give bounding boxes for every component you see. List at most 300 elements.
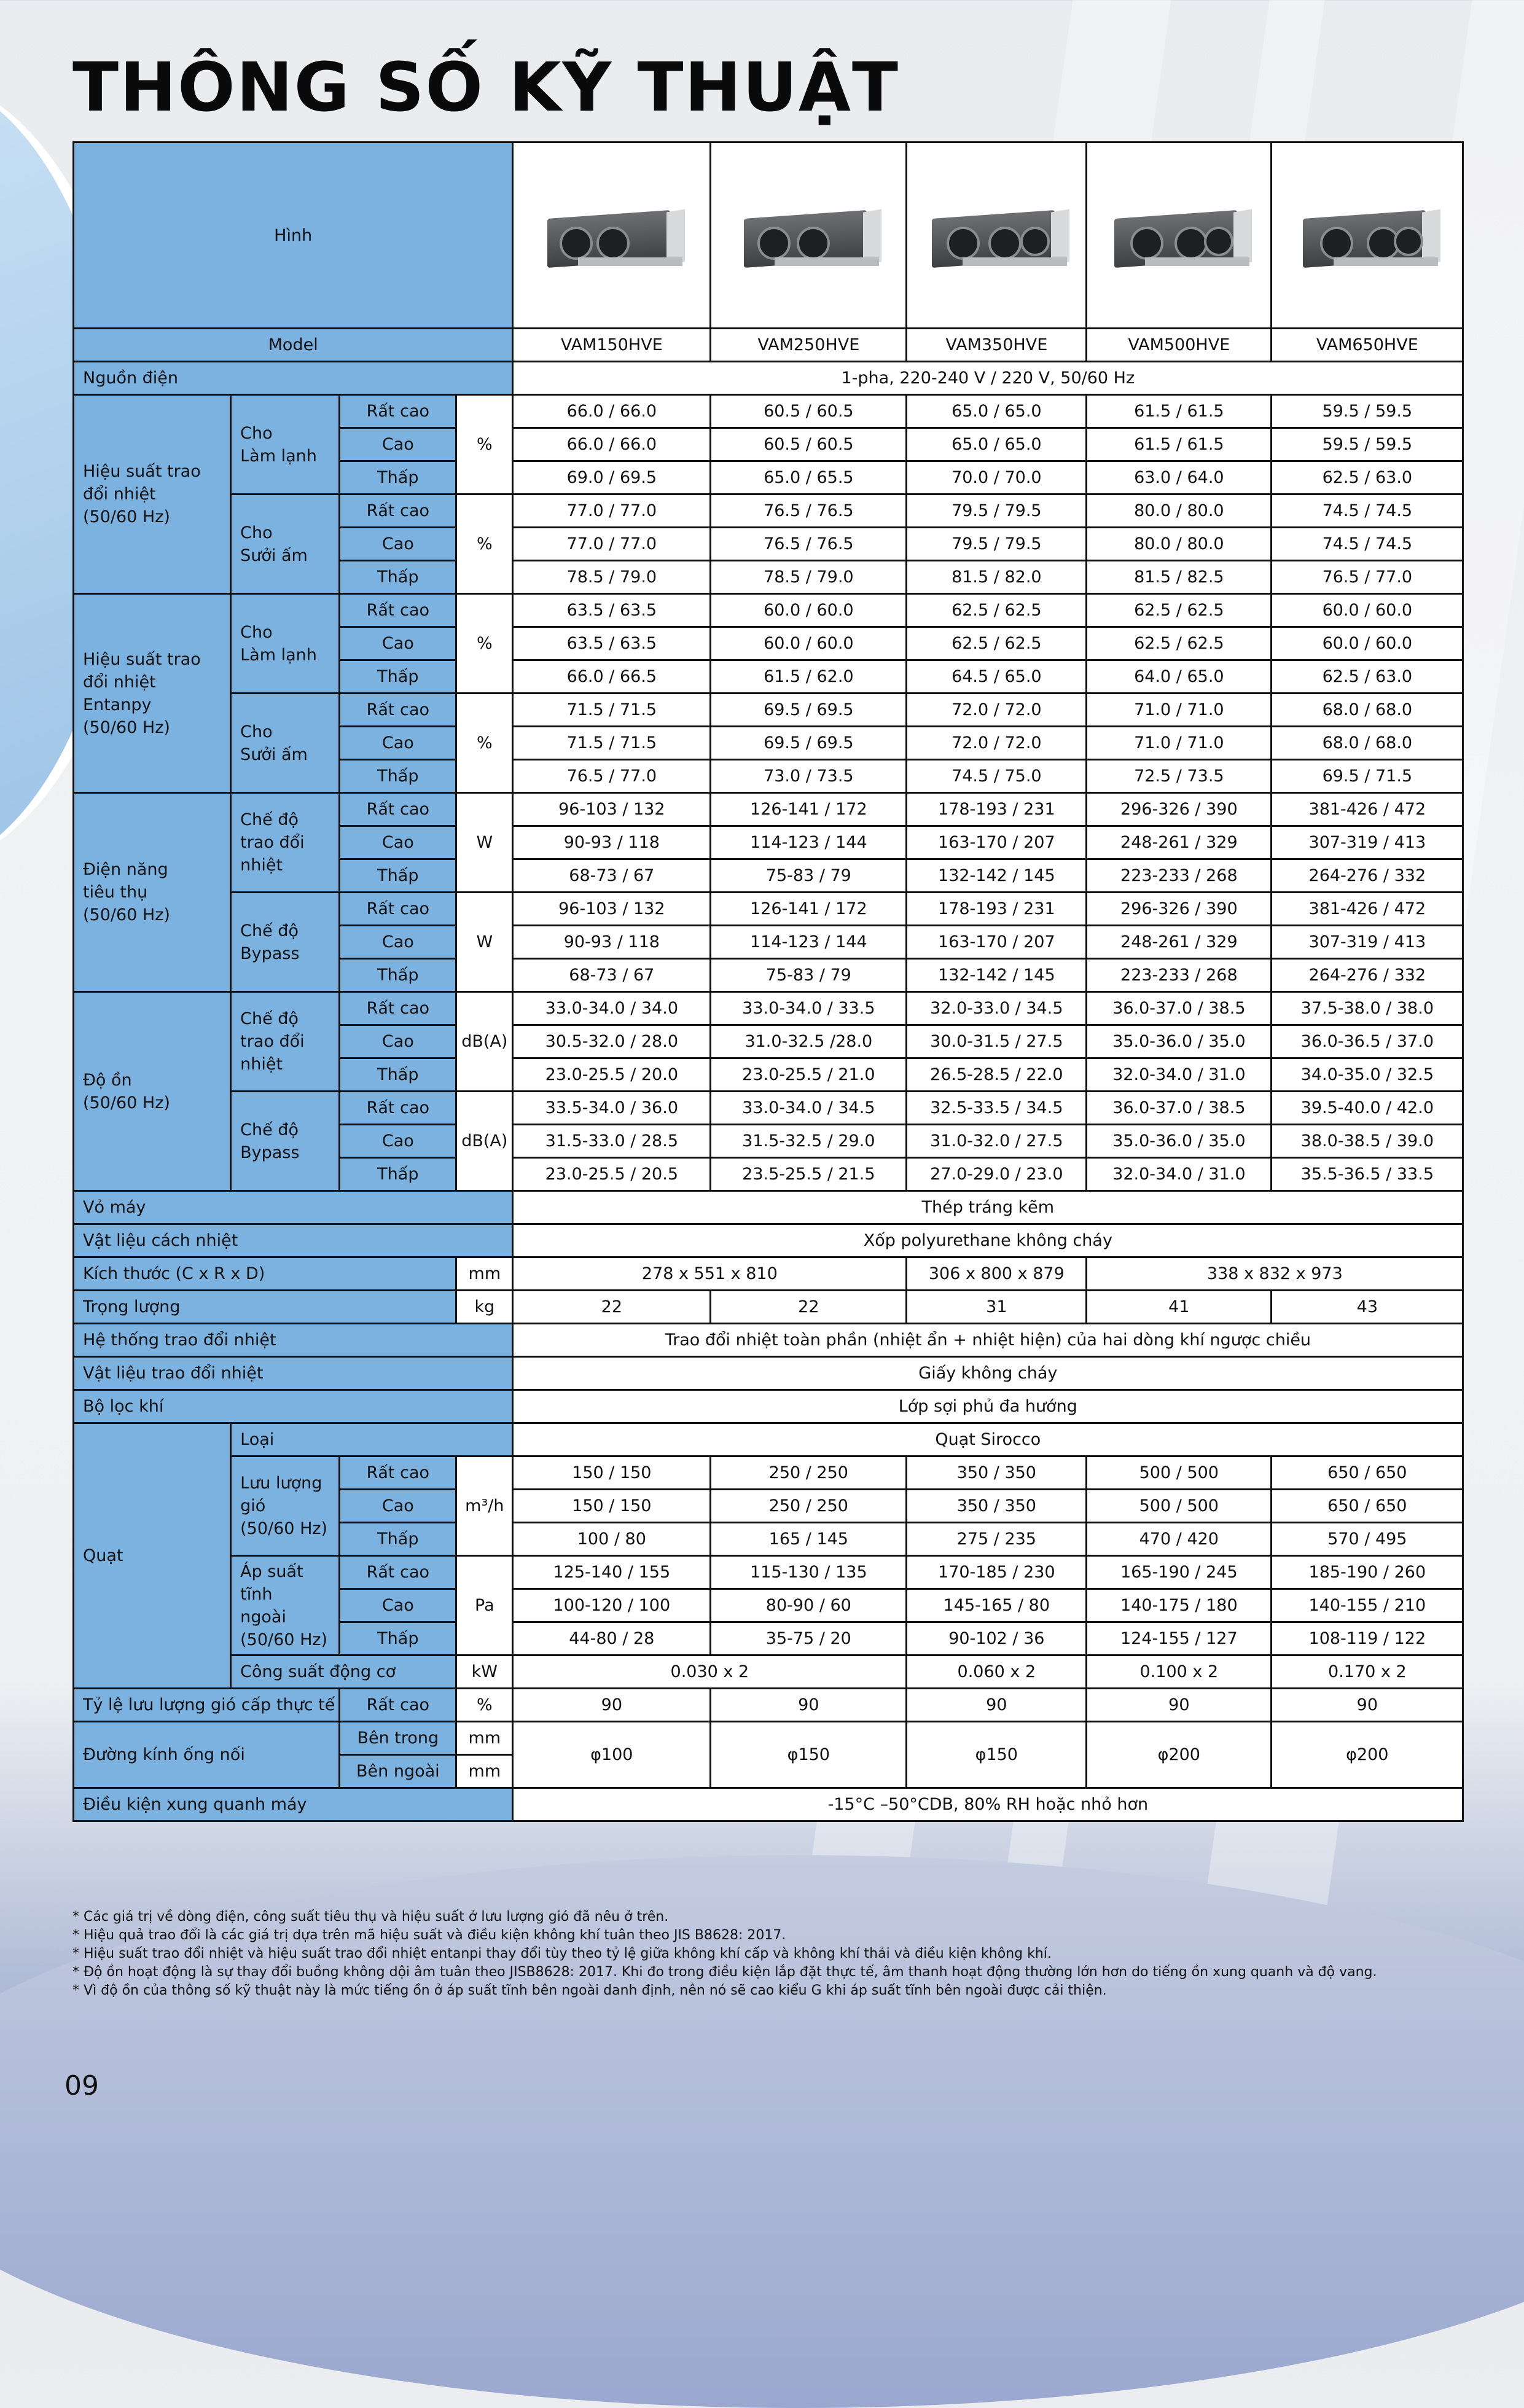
level-label: Cao <box>340 428 456 461</box>
value-cell: 62.5 / 62.5 <box>1087 627 1272 660</box>
level-label: Cao <box>340 926 456 959</box>
row-label: Loại <box>231 1423 513 1456</box>
value-cell: 71.0 / 71.0 <box>1087 694 1272 727</box>
level-label: Cao <box>340 1589 456 1622</box>
value-cell: 64.5 / 65.0 <box>907 660 1087 694</box>
value-cell: 60.5 / 60.5 <box>711 395 907 428</box>
value-cell: 33.0-34.0 / 34.5 <box>711 1092 907 1125</box>
value-cell: 90 <box>711 1689 907 1722</box>
value-cell: 250 / 250 <box>711 1490 907 1523</box>
value-cell: 35-75 / 20 <box>711 1622 907 1656</box>
value-cell: 165 / 145 <box>711 1523 907 1556</box>
row-label: Vật liệu trao đổi nhiệt <box>74 1357 513 1390</box>
value-cell: Xốp polyurethane không cháy <box>513 1224 1463 1257</box>
value-cell: 74.5 / 74.5 <box>1272 528 1463 561</box>
level-label: Cao <box>340 1125 456 1158</box>
value-cell: 23.0-25.5 / 20.0 <box>513 1058 711 1092</box>
value-cell: 69.5 / 69.5 <box>711 694 907 727</box>
row-label: Trọng lượng <box>74 1291 456 1324</box>
value-cell: 72.0 / 72.0 <box>907 727 1087 760</box>
footnote: * Vì độ ồn của thông số kỹ thuật này là mức tiếng ồn ở áp suất tĩnh bên ngoài danh định, nên nó sẽ cao kiểu G khi áp suất tĩnh bên ngoài được cải thiện. <box>72 1983 1107 1998</box>
row-label: Công suất động cơ <box>231 1656 456 1689</box>
value-cell: 60.0 / 60.0 <box>1272 594 1463 627</box>
value-cell: 27.0-29.0 / 23.0 <box>907 1158 1087 1191</box>
value-cell: 69.5 / 69.5 <box>711 727 907 760</box>
value-cell: 65.0 / 65.0 <box>907 395 1087 428</box>
level-label: Bên ngoài <box>340 1755 456 1788</box>
value-cell: 64.0 / 65.0 <box>1087 660 1272 694</box>
value-cell: 165-190 / 245 <box>1087 1556 1272 1589</box>
unit-cell: mm <box>456 1257 513 1291</box>
value-cell: 68.0 / 68.0 <box>1272 727 1463 760</box>
level-label: Thấp <box>340 1622 456 1656</box>
value-cell: 66.0 / 66.0 <box>513 428 711 461</box>
footnote: * Các giá trị về dòng điện, công suất tiêu thụ và hiệu suất ở lưu lượng gió đã nêu ở trên. <box>72 1909 669 1925</box>
value-cell: 185-190 / 260 <box>1272 1556 1463 1589</box>
value-cell: 68-73 / 67 <box>513 859 711 893</box>
group-label: Chế độ trao đổi nhiệt <box>231 992 340 1092</box>
value-cell: 170-185 / 230 <box>907 1556 1087 1589</box>
value-cell: 60.0 / 60.0 <box>711 627 907 660</box>
value-cell: 145-165 / 80 <box>907 1589 1087 1622</box>
value-cell: 33.0-34.0 / 33.5 <box>711 992 907 1025</box>
value-cell: 76.5 / 76.5 <box>711 495 907 528</box>
spec-table-body <box>74 143 1463 1821</box>
value-cell: VAM350HVE <box>907 329 1087 362</box>
value-cell: 126-141 / 172 <box>711 793 907 826</box>
row-label: Nguồn điện <box>74 362 513 395</box>
noise-level-row <box>74 992 1463 1025</box>
level-label: Rất cao <box>340 793 456 826</box>
weight-row <box>74 1291 1463 1324</box>
value-cell: 26.5-28.5 / 22.0 <box>907 1058 1087 1092</box>
value-cell: 73.0 / 73.5 <box>711 760 907 793</box>
value-cell: 22 <box>513 1291 711 1324</box>
level-label: Thấp <box>340 461 456 495</box>
value-cell: 31.0-32.5 /28.0 <box>711 1025 907 1058</box>
value-cell: 72.5 / 73.5 <box>1087 760 1272 793</box>
value-cell: 0.060 x 2 <box>907 1656 1087 1689</box>
value-cell: 30.5-32.0 / 28.0 <box>513 1025 711 1058</box>
value-cell: VAM650HVE <box>1272 329 1463 362</box>
value-cell: 70.0 / 70.0 <box>907 461 1087 495</box>
exchange-material-row <box>74 1357 1463 1390</box>
value-cell: 44-80 / 28 <box>513 1622 711 1656</box>
value-cell: 62.5 / 63.0 <box>1272 461 1463 495</box>
value-cell: 81.5 / 82.5 <box>1087 561 1272 594</box>
value-cell: 80.0 / 80.0 <box>1087 528 1272 561</box>
value-cell: 43 <box>1272 1291 1463 1324</box>
model-row <box>74 329 1463 362</box>
value-cell: 31.5-32.5 / 29.0 <box>711 1125 907 1158</box>
level-label: Thấp <box>340 760 456 793</box>
ventilation-unit-image <box>732 197 885 274</box>
value-cell: 63.0 / 64.0 <box>1087 461 1272 495</box>
value-cell: 223-233 / 268 <box>1087 859 1272 893</box>
group-label: Chế độ Bypass <box>231 1092 340 1191</box>
unit-cell: m³/h <box>456 1456 513 1556</box>
value-cell: 33.5-34.0 / 36.0 <box>513 1092 711 1125</box>
value-cell: 90 <box>1272 1689 1463 1722</box>
value-cell: Thép tráng kẽm <box>513 1191 1463 1224</box>
value-cell: 470 / 420 <box>1087 1523 1272 1556</box>
value-cell: 178-193 / 231 <box>907 893 1087 926</box>
model-label: Model <box>74 329 513 362</box>
unit-cell: mm <box>456 1755 513 1788</box>
value-cell: 650 / 650 <box>1272 1456 1463 1490</box>
value-cell: 59.5 / 59.5 <box>1272 428 1463 461</box>
group-label: Cho Làm lạnh <box>231 395 340 495</box>
image-row <box>74 143 1463 329</box>
value-cell: φ100 <box>513 1722 711 1788</box>
value-cell: 125-140 / 155 <box>513 1556 711 1589</box>
row-label: Hệ thống trao đổi nhiệt <box>74 1324 513 1357</box>
value-cell: 62.5 / 62.5 <box>907 594 1087 627</box>
value-cell: 79.5 / 79.5 <box>907 528 1087 561</box>
value-cell: 31 <box>907 1291 1087 1324</box>
row-label: Vật liệu cách nhiệt <box>74 1224 513 1257</box>
value-cell: 500 / 500 <box>1087 1456 1272 1490</box>
fan-motor-row <box>74 1656 1463 1689</box>
value-cell: 34.0-35.0 / 32.5 <box>1272 1058 1463 1092</box>
value-cell: 71.5 / 71.5 <box>513 694 711 727</box>
value-cell: 307-319 / 413 <box>1272 926 1463 959</box>
value-cell: 59.5 / 59.5 <box>1272 395 1463 428</box>
value-cell: 35.0-36.0 / 35.0 <box>1087 1025 1272 1058</box>
unit-cell: kW <box>456 1656 513 1689</box>
value-cell: Trao đổi nhiệt toàn phần (nhiệt ẩn + nhiệt hiện) của hai dòng khí ngược chiều <box>513 1324 1463 1357</box>
value-cell: 115-130 / 135 <box>711 1556 907 1589</box>
value-cell: φ200 <box>1087 1722 1272 1788</box>
value-cell: 1-pha, 220-240 V / 220 V, 50/60 Hz <box>513 362 1463 395</box>
value-cell: 307-319 / 413 <box>1272 826 1463 859</box>
value-cell: 296-326 / 390 <box>1087 893 1272 926</box>
value-cell: 163-170 / 207 <box>907 926 1087 959</box>
insulation-row <box>74 1224 1463 1257</box>
value-cell: 77.0 / 77.0 <box>513 495 711 528</box>
value-cell: 124-155 / 127 <box>1087 1622 1272 1656</box>
value-cell: 114-123 / 144 <box>711 826 907 859</box>
value-cell: 72.0 / 72.0 <box>907 694 1087 727</box>
level-label: Cao <box>340 528 456 561</box>
value-cell: 90-102 / 36 <box>907 1622 1087 1656</box>
value-cell: 178-193 / 231 <box>907 793 1087 826</box>
value-cell: 71.5 / 71.5 <box>513 727 711 760</box>
value-cell: 74.5 / 74.5 <box>1272 495 1463 528</box>
value-cell: 30.0-31.5 / 27.5 <box>907 1025 1087 1058</box>
value-cell: 35.0-36.0 / 35.0 <box>1087 1125 1272 1158</box>
value-cell: 65.0 / 65.0 <box>907 428 1087 461</box>
value-cell: Quạt Sirocco <box>513 1423 1463 1456</box>
value-cell: 60.5 / 60.5 <box>711 428 907 461</box>
ventilation-unit-image <box>535 197 689 274</box>
noise-level-label: Độ ồn (50/60 Hz) <box>74 992 231 1191</box>
value-cell: 90-93 / 118 <box>513 826 711 859</box>
enthalpy-efficiency-row <box>74 694 1463 727</box>
level-label: Rất cao <box>340 992 456 1025</box>
power-consumption-row <box>74 793 1463 826</box>
value-cell: 61.5 / 61.5 <box>1087 395 1272 428</box>
product-image-cell <box>1272 143 1463 329</box>
value-cell: 338 x 832 x 973 <box>1087 1257 1463 1291</box>
value-cell: 108-119 / 122 <box>1272 1622 1463 1656</box>
value-cell: 100-120 / 100 <box>513 1589 711 1622</box>
power-consumption-row <box>74 893 1463 926</box>
value-cell: 68.0 / 68.0 <box>1272 694 1463 727</box>
air-filter-row <box>74 1390 1463 1423</box>
value-cell: 296-326 / 390 <box>1087 793 1272 826</box>
level-label: Rất cao <box>340 395 456 428</box>
unit-cell: kg <box>456 1291 513 1324</box>
ventilation-unit-image <box>1291 197 1444 274</box>
value-cell: -15°C –50°CDB, 80% RH hoặc nhỏ hơn <box>513 1788 1463 1821</box>
value-cell: 248-261 / 329 <box>1087 926 1272 959</box>
unit-cell: Pa <box>456 1556 513 1656</box>
unit-cell: dB(A) <box>456 992 513 1092</box>
heat-exchange-efficiency-label: Hiệu suất trao đổi nhiệt (50/60 Hz) <box>74 395 231 594</box>
value-cell: 78.5 / 79.0 <box>711 561 907 594</box>
group-label: Lưu lượng gió (50/60 Hz) <box>231 1456 340 1556</box>
footnote: * Độ ồn hoạt động là sự thay đổi buồng không dội âm tuân theo JISB8628: 2017. Khi đo trong điều kiện lắp đặt thực tế, âm thanh hoạt động thường lớn hơn do tiếng ồn xung quanh và độ vang. <box>72 1964 1377 1980</box>
value-cell: 126-141 / 172 <box>711 893 907 926</box>
page-number: 09 <box>64 2070 99 2101</box>
fan-airflow-row <box>74 1456 1463 1490</box>
value-cell: 63.5 / 63.5 <box>513 627 711 660</box>
value-cell: 132-142 / 145 <box>907 959 1087 992</box>
dimensions-row <box>74 1257 1463 1291</box>
value-cell: 61.5 / 62.0 <box>711 660 907 694</box>
value-cell: 0.100 x 2 <box>1087 1656 1272 1689</box>
level-label: Cao <box>340 727 456 760</box>
level-label: Bên trong <box>340 1722 456 1755</box>
value-cell: 76.5 / 76.5 <box>711 528 907 561</box>
value-cell: 570 / 495 <box>1272 1523 1463 1556</box>
value-cell: 32.0-33.0 / 34.5 <box>907 992 1087 1025</box>
value-cell: VAM500HVE <box>1087 329 1272 362</box>
value-cell: 90 <box>907 1689 1087 1722</box>
value-cell: φ150 <box>711 1722 907 1788</box>
value-cell: 132-142 / 145 <box>907 859 1087 893</box>
level-label: Thấp <box>340 561 456 594</box>
ambient-row <box>74 1788 1463 1821</box>
level-label: Rất cao <box>340 495 456 528</box>
footnotes <box>72 1908 1377 2000</box>
duct-row <box>74 1722 1463 1755</box>
value-cell: 80-90 / 60 <box>711 1589 907 1622</box>
group-label: Chế độ Bypass <box>231 893 340 992</box>
fan-label: Quạt <box>74 1423 231 1689</box>
group-label: Áp suất tĩnh ngoài (50/60 Hz) <box>231 1556 340 1656</box>
value-cell: 36.0-37.0 / 38.5 <box>1087 1092 1272 1125</box>
group-label: Cho Làm lạnh <box>231 594 340 694</box>
value-cell: 500 / 500 <box>1087 1490 1272 1523</box>
value-cell: 650 / 650 <box>1272 1490 1463 1523</box>
value-cell: 33.0-34.0 / 34.0 <box>513 992 711 1025</box>
level-label: Cao <box>340 826 456 859</box>
ventilation-unit-image <box>1102 197 1256 274</box>
value-cell: 140-155 / 210 <box>1272 1589 1463 1622</box>
image-label: Hình <box>74 143 513 329</box>
value-cell: 23.0-25.5 / 20.5 <box>513 1158 711 1191</box>
row-label: Bộ lọc khí <box>74 1390 513 1423</box>
row-label: Vỏ máy <box>74 1191 513 1224</box>
value-cell: 250 / 250 <box>711 1456 907 1490</box>
value-cell: 71.0 / 71.0 <box>1087 727 1272 760</box>
value-cell: Lớp sợi phủ đa hướng <box>513 1390 1463 1423</box>
value-cell: 62.5 / 62.5 <box>907 627 1087 660</box>
unit-cell: % <box>456 395 513 495</box>
value-cell: 163-170 / 207 <box>907 826 1087 859</box>
value-cell: 31.5-33.0 / 28.5 <box>513 1125 711 1158</box>
value-cell: 96-103 / 132 <box>513 793 711 826</box>
level-label: Rất cao <box>340 1689 456 1722</box>
page-title: THÔNG SỐ KỸ THUẬT <box>72 48 900 127</box>
value-cell: 275 / 235 <box>907 1523 1087 1556</box>
value-cell: 381-426 / 472 <box>1272 893 1463 926</box>
value-cell: 350 / 350 <box>907 1456 1087 1490</box>
value-cell: 278 x 551 x 810 <box>513 1257 907 1291</box>
value-cell: 79.5 / 79.5 <box>907 495 1087 528</box>
value-cell: 66.0 / 66.0 <box>513 395 711 428</box>
value-cell: VAM150HVE <box>513 329 711 362</box>
value-cell: 90 <box>513 1689 711 1722</box>
value-cell: VAM250HVE <box>711 329 907 362</box>
unit-cell: dB(A) <box>456 1092 513 1191</box>
footnote: * Hiệu quả trao đổi là các giá trị dựa trên mã hiệu suất và điều kiện không khí tuân theo JIS B8628: 2017. <box>72 1928 786 1943</box>
level-label: Rất cao <box>340 893 456 926</box>
fan-type-row <box>74 1423 1463 1456</box>
value-cell: 22 <box>711 1291 907 1324</box>
level-label: Thấp <box>340 1058 456 1092</box>
level-label: Thấp <box>340 1523 456 1556</box>
value-cell: 32.0-34.0 / 31.0 <box>1087 1058 1272 1092</box>
value-cell: 150 / 150 <box>513 1456 711 1490</box>
unit-cell: mm <box>456 1722 513 1755</box>
product-image-cell <box>1087 143 1272 329</box>
value-cell: 32.5-33.5 / 34.5 <box>907 1092 1087 1125</box>
exchange-system-row <box>74 1324 1463 1357</box>
value-cell: 35.5-36.5 / 33.5 <box>1272 1158 1463 1191</box>
value-cell: 0.030 x 2 <box>513 1656 907 1689</box>
value-cell: 381-426 / 472 <box>1272 793 1463 826</box>
footnote: * Hiệu suất trao đổi nhiệt và hiệu suất trao đổi nhiệt entanpi thay đổi tùy theo tỷ lệ giữa không khí cấp và không khí thải và điều kiện không khí. <box>72 1946 1052 1961</box>
casing-row <box>74 1191 1463 1224</box>
ventilation-unit-image <box>920 197 1073 274</box>
group-label: Cho Sưởi ấm <box>231 495 340 594</box>
power-consumption-label: Điện năng tiêu thụ (50/60 Hz) <box>74 793 231 992</box>
value-cell: 77.0 / 77.0 <box>513 528 711 561</box>
value-cell: 96-103 / 132 <box>513 893 711 926</box>
level-label: Thấp <box>340 959 456 992</box>
level-label: Cao <box>340 627 456 660</box>
value-cell: Giấy không cháy <box>513 1357 1463 1390</box>
value-cell: 248-261 / 329 <box>1087 826 1272 859</box>
value-cell: 75-83 / 79 <box>711 859 907 893</box>
value-cell: 90 <box>1087 1689 1272 1722</box>
value-cell: 223-233 / 268 <box>1087 959 1272 992</box>
value-cell: 78.5 / 79.0 <box>513 561 711 594</box>
value-cell: 61.5 / 61.5 <box>1087 428 1272 461</box>
unit-cell: W <box>456 893 513 992</box>
unit-cell: W <box>456 793 513 893</box>
row-label: Đường kính ống nối <box>74 1722 340 1788</box>
enthalpy-efficiency-label: Hiệu suất trao đổi nhiệt Entanpy (50/60 Hz) <box>74 594 231 793</box>
row-label: Kích thước (C x R x D) <box>74 1257 456 1291</box>
unit-cell: % <box>456 694 513 793</box>
value-cell: 60.0 / 60.0 <box>1272 627 1463 660</box>
value-cell: 74.5 / 75.0 <box>907 760 1087 793</box>
value-cell: 306 x 800 x 879 <box>907 1257 1087 1291</box>
level-label: Thấp <box>340 859 456 893</box>
noise-level-row <box>74 1092 1463 1125</box>
value-cell: 36.0-37.0 / 38.5 <box>1087 992 1272 1025</box>
value-cell: 62.5 / 63.0 <box>1272 660 1463 694</box>
value-cell: 0.170 x 2 <box>1272 1656 1463 1689</box>
value-cell: 63.5 / 63.5 <box>513 594 711 627</box>
value-cell: 69.5 / 71.5 <box>1272 760 1463 793</box>
enthalpy-efficiency-row <box>74 594 1463 627</box>
product-image-cell <box>711 143 907 329</box>
value-cell: 32.0-34.0 / 31.0 <box>1087 1158 1272 1191</box>
value-cell: 66.0 / 66.5 <box>513 660 711 694</box>
fan-static_pressure-row <box>74 1556 1463 1589</box>
value-cell: 100 / 80 <box>513 1523 711 1556</box>
unit-cell: % <box>456 495 513 594</box>
group-label: Cho Sưởi ấm <box>231 694 340 793</box>
level-label: Thấp <box>340 1158 456 1191</box>
value-cell: 264-276 / 332 <box>1272 959 1463 992</box>
value-cell: 62.5 / 62.5 <box>1087 594 1272 627</box>
spec-table <box>72 141 1464 1822</box>
value-cell: 31.0-32.0 / 27.5 <box>907 1125 1087 1158</box>
value-cell: 264-276 / 332 <box>1272 859 1463 893</box>
value-cell: 150 / 150 <box>513 1490 711 1523</box>
group-label: Chế độ trao đổi nhiệt <box>231 793 340 893</box>
level-label: Cao <box>340 1490 456 1523</box>
value-cell: 41 <box>1087 1291 1272 1324</box>
value-cell: 36.0-36.5 / 37.0 <box>1272 1025 1463 1058</box>
level-label: Rất cao <box>340 1092 456 1125</box>
value-cell: 75-83 / 79 <box>711 959 907 992</box>
value-cell: 23.5-25.5 / 21.5 <box>711 1158 907 1191</box>
value-cell: 23.0-25.5 / 21.0 <box>711 1058 907 1092</box>
value-cell: 69.0 / 69.5 <box>513 461 711 495</box>
value-cell: 37.5-38.0 / 38.0 <box>1272 992 1463 1025</box>
supply-ratio-row <box>74 1689 1463 1722</box>
value-cell: φ200 <box>1272 1722 1463 1788</box>
power-source-row <box>74 362 1463 395</box>
value-cell: 60.0 / 60.0 <box>711 594 907 627</box>
value-cell: 76.5 / 77.0 <box>1272 561 1463 594</box>
value-cell: 38.0-38.5 / 39.0 <box>1272 1125 1463 1158</box>
value-cell: 90-93 / 118 <box>513 926 711 959</box>
level-label: Rất cao <box>340 694 456 727</box>
value-cell: 114-123 / 144 <box>711 926 907 959</box>
value-cell: 68-73 / 67 <box>513 959 711 992</box>
value-cell: 80.0 / 80.0 <box>1087 495 1272 528</box>
value-cell: 350 / 350 <box>907 1490 1087 1523</box>
heat-exchange-efficiency-row <box>74 395 1463 428</box>
value-cell: 76.5 / 77.0 <box>513 760 711 793</box>
row-label: Điều kiện xung quanh máy <box>74 1788 513 1821</box>
value-cell: 39.5-40.0 / 42.0 <box>1272 1092 1463 1125</box>
value-cell: φ150 <box>907 1722 1087 1788</box>
level-label: Thấp <box>340 660 456 694</box>
value-cell: 65.0 / 65.5 <box>711 461 907 495</box>
unit-cell: % <box>456 1689 513 1722</box>
value-cell: 140-175 / 180 <box>1087 1589 1272 1622</box>
row-label: Tỷ lệ lưu lượng gió cấp thực tế <box>74 1689 340 1722</box>
